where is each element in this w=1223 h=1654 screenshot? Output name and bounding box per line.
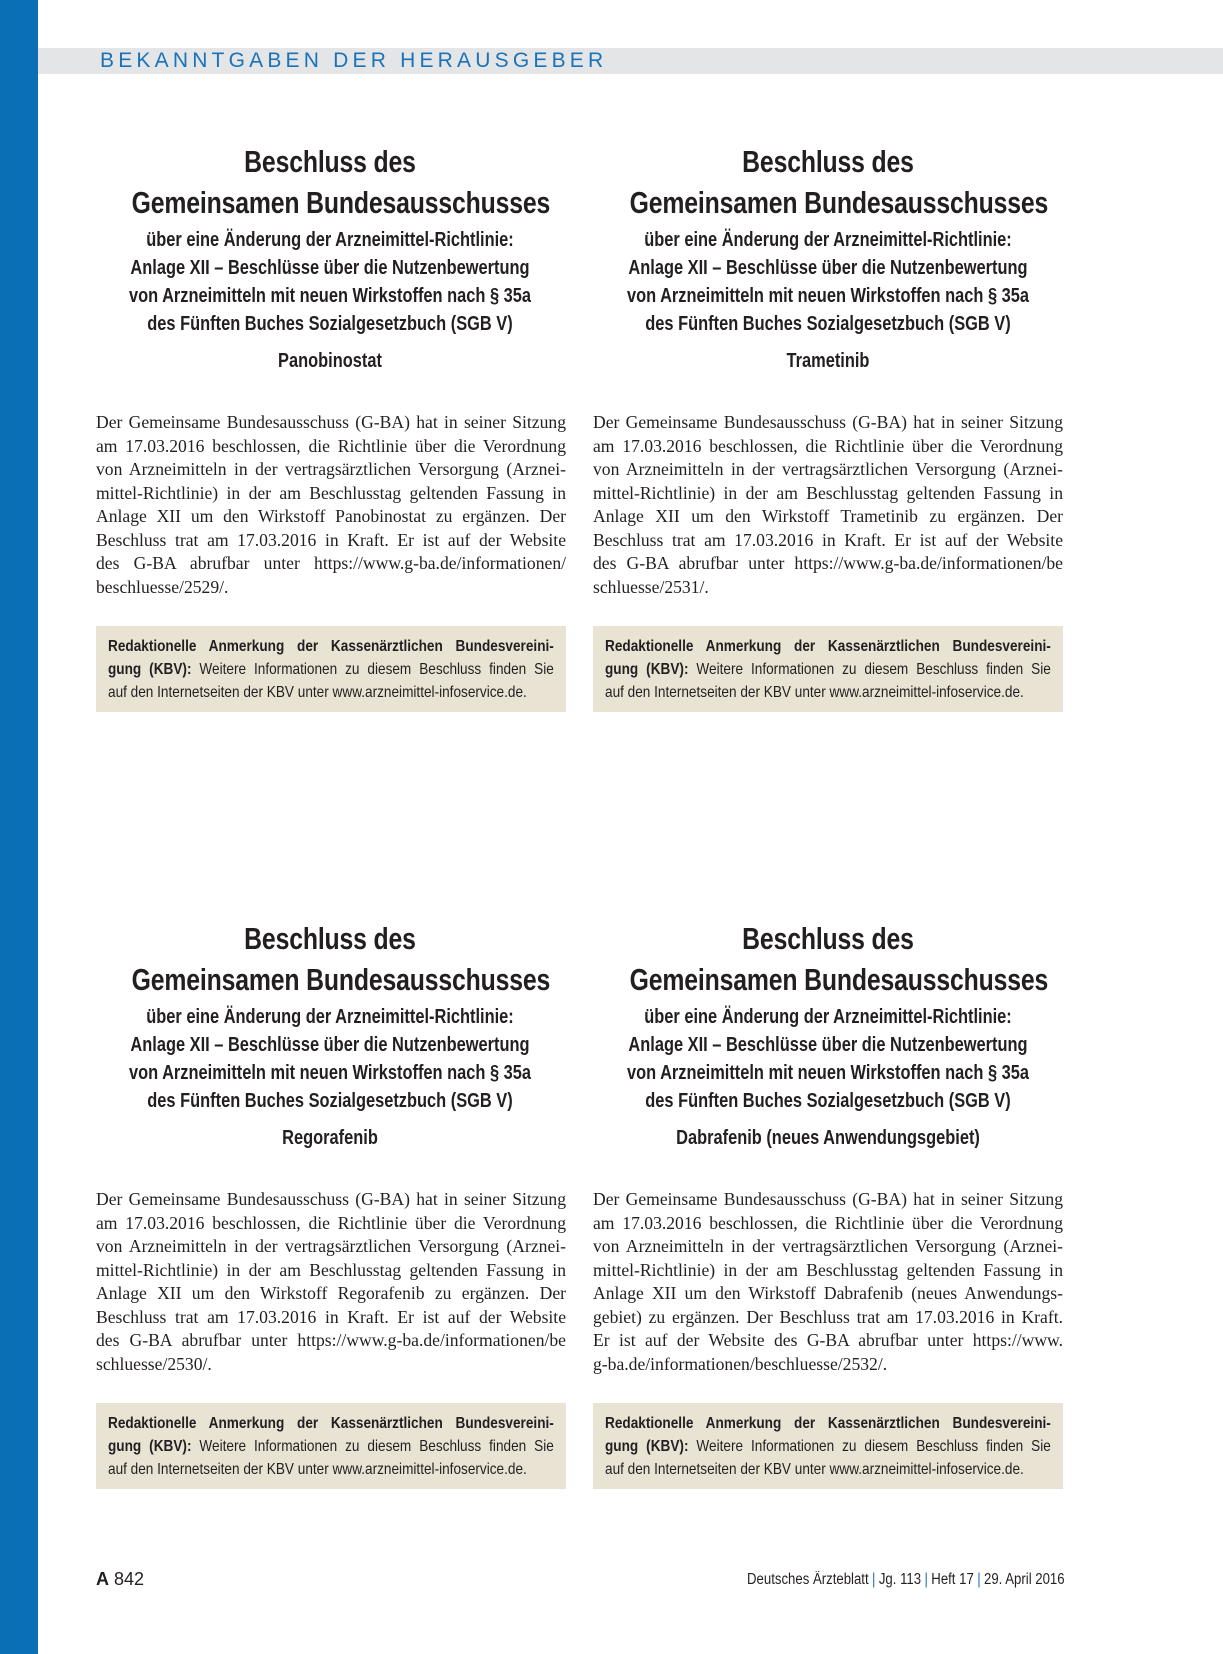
- body-line: am 17.03.2016 beschlossen, die Richtlinie über die Verordnung: [593, 435, 1063, 456]
- subtitle-line: Anlage XII – Beschlüsse über die Nutzenbewertung: [130, 257, 530, 279]
- body-line: des G-BA abrufbar unter https://www.g-ba.de/informationen/be: [593, 553, 1063, 573]
- drug-name: Trametinib: [786, 350, 870, 372]
- left-accent-bar: [0, 0, 38, 1654]
- article-trametinib: [580, 141, 1076, 712]
- note-text: auf den Internetseiten der KBV unter www.arzneimittel-infoservice.de.: [108, 1461, 527, 1478]
- subtitle-line: des Fünften Buches Sozialgesetzbuch (SGB V): [147, 1090, 513, 1112]
- subtitle-line: von Arzneimitteln mit neuen Wirkstoffen nach § 35a: [626, 1062, 1030, 1084]
- article-title-line-2: Gemeinsamen Bundesausschusses: [131, 185, 551, 220]
- subtitle-line: von Arzneimitteln mit neuen Wirkstoffen nach § 35a: [626, 285, 1030, 307]
- body-line: Anlage XII um den Wirkstoff Regorafenib zu ergänzen. Der: [96, 1283, 566, 1303]
- subtitle-line: Anlage XII – Beschlüsse über die Nutzenbewertung: [628, 1034, 1028, 1056]
- note-text: auf den Internetseiten der KBV unter www.arzneimittel-infoservice.de.: [108, 684, 527, 701]
- body-line: von Arzneimitteln in der vertragsärztlichen Versorgung (Arznei-: [593, 1236, 1063, 1256]
- article-body: [580, 411, 1063, 599]
- note-bold: Redaktionelle Anmerkung der Kassenärztlichen Bundesvereini-: [605, 1415, 1051, 1432]
- article-title-line-2: Gemeinsamen Bundesausschusses: [629, 962, 1049, 997]
- body-line: beschluesse/2529/.: [96, 576, 229, 597]
- kbv-note: [593, 1403, 1063, 1489]
- article-body: [82, 1188, 566, 1376]
- body-line: des G-BA abrufbar unter https://www.g-ba.de/informationen/: [96, 553, 566, 573]
- body-line: am 17.03.2016 beschlossen, die Richtlinie über die Verordnung: [593, 1212, 1063, 1233]
- article-title-line-1: Beschluss des: [742, 921, 914, 956]
- body-line: mittel-Richtlinie) in der am Beschlusstag geltenden Fassung in: [593, 1259, 1063, 1280]
- note-bold: Redaktionelle Anmerkung der Kassenärztlichen Bundesvereini-: [108, 1415, 554, 1432]
- body-line: Der Gemeinsame Bundesausschuss (G-BA) hat in seiner Sitzung: [593, 412, 1063, 432]
- article-title-line-2: Gemeinsamen Bundesausschusses: [629, 185, 1049, 220]
- body-line: von Arzneimitteln in der vertragsärztlichen Versorgung (Arznei-: [96, 1236, 566, 1256]
- subtitle-line: des Fünften Buches Sozialgesetzbuch (SGB V): [645, 1090, 1011, 1112]
- body-line: gebiet) zu ergänzen. Der Beschluss trat am 17.03.2016 in Kraft.: [593, 1306, 1063, 1327]
- section-header: [38, 48, 1223, 74]
- body-line: Anlage XII um den Wirkstoff Trametinib zu ergänzen. Der: [593, 506, 1063, 526]
- article-subtitle: [625, 1003, 1032, 1115]
- body-line: schluesse/2531/.: [593, 576, 709, 597]
- subtitle-line: über eine Änderung der Arzneimittel-Richtlinie:: [644, 229, 1012, 251]
- note-text: auf den Internetseiten der KBV unter www.arzneimittel-infoservice.de.: [605, 684, 1024, 701]
- note-text: Weitere Informationen zu diesem Beschluss finden Sie: [688, 661, 1051, 678]
- body-line: mittel-Richtlinie) in der am Beschlusstag geltenden Fassung in: [96, 482, 566, 503]
- note-bold: gung (KBV):: [605, 1438, 689, 1455]
- article-subtitle: [625, 226, 1032, 338]
- separator: |: [977, 1571, 982, 1588]
- page-number: [96, 1568, 144, 1590]
- body-line: Beschluss trat am 17.03.2016 in Kraft. Er ist auf der Website: [593, 529, 1063, 550]
- body-line: Beschluss trat am 17.03.2016 in Kraft. Er ist auf der Website: [96, 1306, 566, 1327]
- body-line: Anlage XII um den Wirkstoff Dabrafenib (neues Anwendungs-: [593, 1283, 1063, 1303]
- drug-name: Panobinostat: [278, 350, 382, 372]
- body-line: am 17.03.2016 beschlossen, die Richtlinie über die Verordnung: [96, 1212, 566, 1233]
- body-line: mittel-Richtlinie) in der am Beschlusstag geltenden Fassung in: [96, 1259, 566, 1280]
- kbv-note: [96, 1403, 566, 1489]
- section-header-text: BEKANNTGABEN DER HERAUSGEBER: [100, 49, 608, 72]
- article-panobinostat: [82, 141, 578, 712]
- body-line: von Arzneimitteln in der vertragsärztlichen Versorgung (Arznei-: [96, 459, 566, 479]
- subtitle-line: Anlage XII – Beschlüsse über die Nutzenbewertung: [130, 1034, 530, 1056]
- note-text: Weitere Informationen zu diesem Beschluss finden Sie: [191, 1438, 554, 1455]
- kbv-note: [593, 626, 1063, 712]
- article-subtitle: [127, 1003, 534, 1115]
- note-text: auf den Internetseiten der KBV unter www.arzneimittel-infoservice.de.: [605, 1461, 1024, 1478]
- body-line: am 17.03.2016 beschlossen, die Richtlinie über die Verordnung: [96, 435, 566, 456]
- subtitle-line: über eine Änderung der Arzneimittel-Richtlinie:: [644, 1006, 1012, 1028]
- article-body: [580, 1188, 1063, 1376]
- footer-citation: [747, 1570, 1065, 1590]
- article-regorafenib: [82, 918, 578, 1489]
- body-line: Der Gemeinsame Bundesausschuss (G-BA) hat in seiner Sitzung: [593, 1189, 1063, 1209]
- body-line: des G-BA abrufbar unter https://www.g-ba.de/informationen/be: [96, 1330, 566, 1350]
- article-dabrafenib: [580, 918, 1076, 1489]
- note-bold: gung (KBV):: [605, 661, 689, 678]
- page-number-value: 842: [114, 1569, 145, 1589]
- subtitle-line: des Fünften Buches Sozialgesetzbuch (SGB V): [645, 313, 1011, 335]
- journal-name: Deutsches Ärzteblatt: [747, 1571, 870, 1588]
- body-line: Beschluss trat am 17.03.2016 in Kraft. Er ist auf der Website: [96, 529, 566, 550]
- article-body: [82, 411, 566, 599]
- body-line: schluesse/2530/.: [96, 1353, 212, 1374]
- journal-date: 29. April 2016: [984, 1571, 1065, 1588]
- body-line: Er ist auf der Website des G-BA abrufbar unter https://www.: [593, 1330, 1063, 1350]
- article-subtitle: [127, 226, 534, 338]
- note-bold: Redaktionelle Anmerkung der Kassenärztlichen Bundesvereini-: [605, 638, 1051, 655]
- kbv-note: [96, 626, 566, 712]
- article-title-line-1: Beschluss des: [742, 144, 914, 179]
- body-line: mittel-Richtlinie) in der am Beschlusstag geltenden Fassung in: [593, 482, 1063, 503]
- drug-name: Regorafenib: [282, 1127, 378, 1149]
- subtitle-line: über eine Änderung der Arzneimittel-Richtlinie:: [146, 229, 514, 251]
- article-title-line-2: Gemeinsamen Bundesausschusses: [131, 962, 551, 997]
- page-prefix: A: [96, 1569, 109, 1589]
- note-text: Weitere Informationen zu diesem Beschluss finden Sie: [191, 661, 554, 678]
- subtitle-line: von Arzneimitteln mit neuen Wirkstoffen nach § 35a: [128, 1062, 532, 1084]
- note-bold: gung (KBV):: [108, 661, 192, 678]
- article-title-line-1: Beschluss des: [244, 144, 416, 179]
- body-line: von Arzneimitteln in der vertragsärztlichen Versorgung (Arznei-: [593, 459, 1063, 479]
- body-line: Der Gemeinsame Bundesausschuss (G-BA) hat in seiner Sitzung: [96, 1189, 566, 1209]
- note-bold: gung (KBV):: [108, 1438, 192, 1455]
- subtitle-line: Anlage XII – Beschlüsse über die Nutzenbewertung: [628, 257, 1028, 279]
- body-line: Anlage XII um den Wirkstoff Panobinostat zu ergänzen. Der: [96, 506, 566, 526]
- subtitle-line: über eine Änderung der Arzneimittel-Richtlinie:: [146, 1006, 514, 1028]
- body-line: Der Gemeinsame Bundesausschuss (G-BA) hat in seiner Sitzung: [96, 412, 566, 432]
- journal-issue: Heft 17: [931, 1571, 975, 1588]
- separator: |: [924, 1571, 929, 1588]
- journal-volume: Jg. 113: [879, 1571, 922, 1588]
- article-title-line-1: Beschluss des: [244, 921, 416, 956]
- separator: |: [872, 1571, 876, 1588]
- note-bold: Redaktionelle Anmerkung der Kassenärztlichen Bundesvereini-: [108, 638, 554, 655]
- subtitle-line: des Fünften Buches Sozialgesetzbuch (SGB V): [147, 313, 513, 335]
- body-line: g-ba.de/informationen/beschluesse/2532/.: [593, 1353, 888, 1374]
- drug-name: Dabrafenib (neues Anwendungsgebiet): [676, 1127, 980, 1149]
- subtitle-line: von Arzneimitteln mit neuen Wirkstoffen nach § 35a: [128, 285, 532, 307]
- note-text: Weitere Informationen zu diesem Beschluss finden Sie: [688, 1438, 1051, 1455]
